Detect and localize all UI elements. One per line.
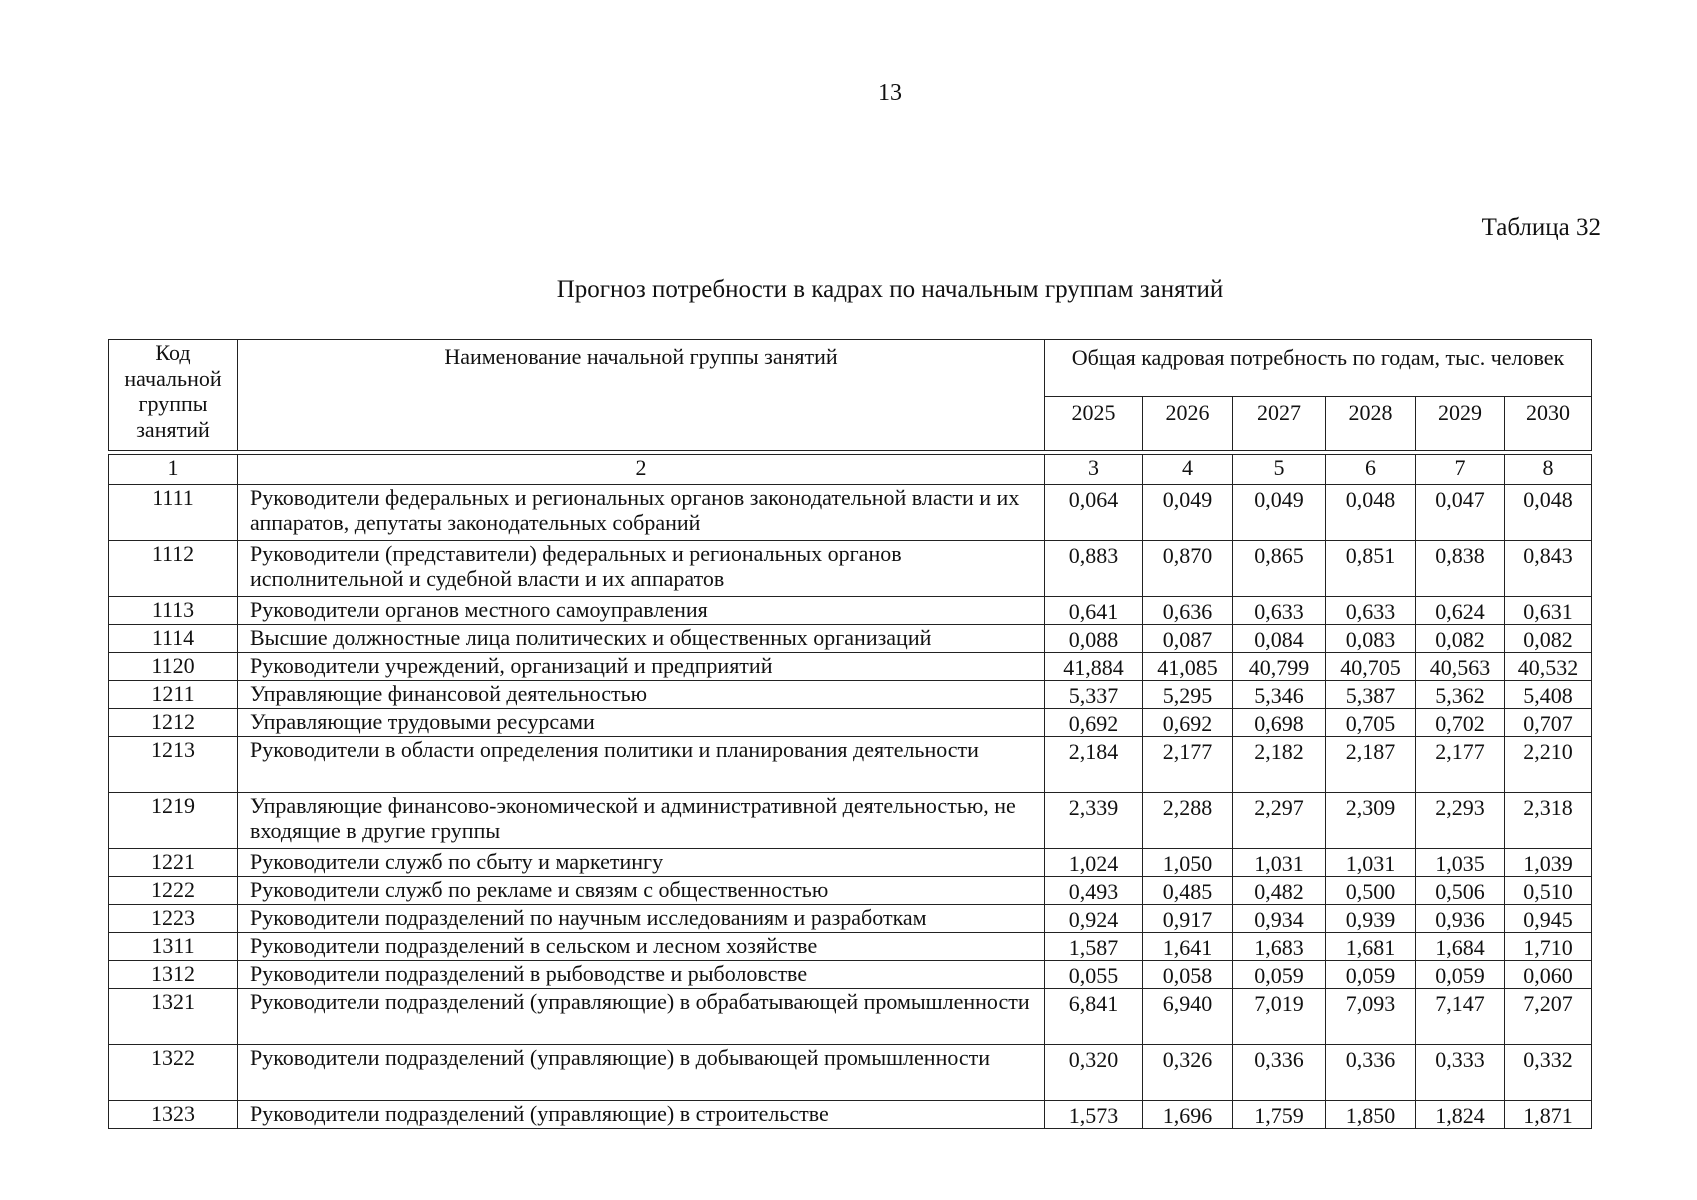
value-2027: 1,759 <box>1233 1101 1326 1129</box>
value-2028: 2,309 <box>1326 793 1416 849</box>
table-row <box>109 905 1592 933</box>
table-row <box>109 485 1592 541</box>
column-number: 1 <box>109 455 238 485</box>
column-number: 6 <box>1326 455 1416 485</box>
header-code-cell: Код начальной группы занятий <box>109 340 238 451</box>
value-2030: 40,532 <box>1505 653 1592 681</box>
group-name: Руководители подразделений (управляющие) в обрабатывающей промышленности <box>238 989 1045 1045</box>
value-2027: 0,059 <box>1233 961 1326 989</box>
value-2026: 1,696 <box>1143 1101 1233 1129</box>
header-year-2030: 2030 <box>1505 397 1592 451</box>
table-title: Прогноз потребности в кадрах по начальным группам занятий <box>556 276 1224 303</box>
value-2030: 0,843 <box>1505 541 1592 597</box>
value-2026: 0,049 <box>1143 485 1233 541</box>
value-2030: 1,871 <box>1505 1101 1592 1129</box>
table-row <box>109 625 1592 653</box>
table-row <box>109 877 1592 905</box>
group-name: Руководители подразделений (управляющие) в строительстве <box>238 1101 1045 1129</box>
group-code: 1322 <box>109 1045 238 1101</box>
value-2030: 2,318 <box>1505 793 1592 849</box>
group-name: Руководители служб по сбыту и маркетингу <box>238 849 1045 877</box>
value-2025: 1,587 <box>1045 933 1143 961</box>
value-2029: 0,047 <box>1416 485 1505 541</box>
value-2030: 2,210 <box>1505 737 1592 793</box>
value-2026: 41,085 <box>1143 653 1233 681</box>
value-2027: 0,934 <box>1233 905 1326 933</box>
group-code: 1219 <box>109 793 238 849</box>
value-2029: 1,035 <box>1416 849 1505 877</box>
table-body <box>109 455 1592 1129</box>
header-year-2026: 2026 <box>1143 397 1233 451</box>
value-2026: 0,485 <box>1143 877 1233 905</box>
value-2025: 2,339 <box>1045 793 1143 849</box>
value-2028: 0,851 <box>1326 541 1416 597</box>
value-2029: 0,702 <box>1416 709 1505 737</box>
value-2026: 2,288 <box>1143 793 1233 849</box>
value-2028: 0,336 <box>1326 1045 1416 1101</box>
value-2025: 0,055 <box>1045 961 1143 989</box>
header-year-2027: 2027 <box>1233 397 1326 451</box>
value-2026: 0,917 <box>1143 905 1233 933</box>
value-2027: 1,683 <box>1233 933 1326 961</box>
header-name-cell: Наименование начальной группы занятий <box>238 340 1045 451</box>
group-name: Руководители (представители) федеральных и региональных органов исполнительной и судебной власти и их аппаратов <box>238 541 1045 597</box>
header-year-2029: 2029 <box>1416 397 1505 451</box>
value-2029: 1,824 <box>1416 1101 1505 1129</box>
group-code: 1312 <box>109 961 238 989</box>
group-name: Руководители подразделений (управляющие) в добывающей промышленности <box>238 1045 1045 1101</box>
value-2029: 7,147 <box>1416 989 1505 1045</box>
group-name: Управляющие трудовыми ресурсами <box>238 709 1045 737</box>
value-2030: 0,945 <box>1505 905 1592 933</box>
value-2029: 1,684 <box>1416 933 1505 961</box>
header-year-2028: 2028 <box>1326 397 1416 451</box>
group-name: Руководители подразделений по научным исследованиям и разработкам <box>238 905 1045 933</box>
group-code: 1223 <box>109 905 238 933</box>
column-number: 2 <box>238 455 1045 485</box>
value-2027: 0,633 <box>1233 597 1326 625</box>
value-2029: 0,333 <box>1416 1045 1505 1101</box>
group-name: Высшие должностные лица политических и общественных организаций <box>238 625 1045 653</box>
value-2027: 2,182 <box>1233 737 1326 793</box>
value-2025: 1,573 <box>1045 1101 1143 1129</box>
group-code: 1213 <box>109 737 238 793</box>
group-code: 1111 <box>109 485 238 541</box>
column-number: 8 <box>1505 455 1592 485</box>
table-row <box>109 849 1592 877</box>
value-2028: 1,850 <box>1326 1101 1416 1129</box>
data-table <box>108 454 1592 1129</box>
value-2025: 0,088 <box>1045 625 1143 653</box>
value-2029: 0,059 <box>1416 961 1505 989</box>
column-number: 5 <box>1233 455 1326 485</box>
value-2030: 0,048 <box>1505 485 1592 541</box>
value-2029: 2,177 <box>1416 737 1505 793</box>
table-row <box>109 1101 1592 1129</box>
group-code: 1114 <box>109 625 238 653</box>
group-code: 1321 <box>109 989 238 1045</box>
group-name: Руководители федеральных и региональных органов законодательной власти и их аппаратов, депутаты законодательных собраний <box>238 485 1045 541</box>
table-row <box>109 681 1592 709</box>
group-name: Руководители учреждений, организаций и предприятий <box>238 653 1045 681</box>
group-code: 1222 <box>109 877 238 905</box>
value-2027: 5,346 <box>1233 681 1326 709</box>
value-2029: 0,082 <box>1416 625 1505 653</box>
group-code: 1311 <box>109 933 238 961</box>
value-2025: 2,184 <box>1045 737 1143 793</box>
value-2028: 0,059 <box>1326 961 1416 989</box>
value-2026: 2,177 <box>1143 737 1233 793</box>
value-2027: 0,698 <box>1233 709 1326 737</box>
value-2027: 7,019 <box>1233 989 1326 1045</box>
value-2030: 0,631 <box>1505 597 1592 625</box>
value-2026: 1,050 <box>1143 849 1233 877</box>
value-2026: 0,326 <box>1143 1045 1233 1101</box>
value-2025: 1,024 <box>1045 849 1143 877</box>
value-2025: 0,883 <box>1045 541 1143 597</box>
value-2028: 40,705 <box>1326 653 1416 681</box>
group-name: Руководители органов местного самоуправления <box>238 597 1045 625</box>
value-2026: 6,940 <box>1143 989 1233 1045</box>
group-name: Руководители подразделений в рыбоводстве и рыболовстве <box>238 961 1045 989</box>
group-name: Руководители подразделений в сельском и лесном хозяйстве <box>238 933 1045 961</box>
value-2028: 7,093 <box>1326 989 1416 1045</box>
value-2025: 41,884 <box>1045 653 1143 681</box>
value-2028: 0,083 <box>1326 625 1416 653</box>
group-code: 1120 <box>109 653 238 681</box>
column-number-row <box>109 455 1592 485</box>
value-2025: 0,641 <box>1045 597 1143 625</box>
value-2029: 0,936 <box>1416 905 1505 933</box>
value-2028: 0,500 <box>1326 877 1416 905</box>
value-2028: 0,048 <box>1326 485 1416 541</box>
group-code: 1221 <box>109 849 238 877</box>
group-code: 1212 <box>109 709 238 737</box>
value-2029: 40,563 <box>1416 653 1505 681</box>
value-2028: 0,705 <box>1326 709 1416 737</box>
value-2029: 2,293 <box>1416 793 1505 849</box>
value-2030: 7,207 <box>1505 989 1592 1045</box>
value-2029: 0,838 <box>1416 541 1505 597</box>
table-row <box>109 1045 1592 1101</box>
value-2028: 1,031 <box>1326 849 1416 877</box>
value-2027: 0,336 <box>1233 1045 1326 1101</box>
table-number: Таблица 32 <box>1481 214 1601 241</box>
value-2030: 5,408 <box>1505 681 1592 709</box>
value-2025: 6,841 <box>1045 989 1143 1045</box>
value-2030: 0,510 <box>1505 877 1592 905</box>
value-2030: 0,082 <box>1505 625 1592 653</box>
value-2027: 1,031 <box>1233 849 1326 877</box>
group-code: 1113 <box>109 597 238 625</box>
value-2030: 0,707 <box>1505 709 1592 737</box>
group-code: 1112 <box>109 541 238 597</box>
table-row <box>109 989 1592 1045</box>
table-row <box>109 541 1592 597</box>
table-row <box>109 653 1592 681</box>
value-2025: 0,320 <box>1045 1045 1143 1101</box>
value-2027: 0,482 <box>1233 877 1326 905</box>
value-2025: 0,692 <box>1045 709 1143 737</box>
value-2028: 2,187 <box>1326 737 1416 793</box>
value-2027: 2,297 <box>1233 793 1326 849</box>
table-row <box>109 793 1592 849</box>
value-2030: 0,060 <box>1505 961 1592 989</box>
column-number: 7 <box>1416 455 1505 485</box>
value-2026: 0,692 <box>1143 709 1233 737</box>
group-name: Руководители в области определения политики и планирования деятельности <box>238 737 1045 793</box>
value-2027: 0,084 <box>1233 625 1326 653</box>
group-name: Руководители служб по рекламе и связям с общественностью <box>238 877 1045 905</box>
group-code: 1323 <box>109 1101 238 1129</box>
page-number: 13 <box>878 80 902 106</box>
value-2025: 5,337 <box>1045 681 1143 709</box>
table-row <box>109 961 1592 989</box>
value-2026: 5,295 <box>1143 681 1233 709</box>
value-2030: 1,710 <box>1505 933 1592 961</box>
value-2029: 5,362 <box>1416 681 1505 709</box>
value-2026: 0,870 <box>1143 541 1233 597</box>
table-row <box>109 933 1592 961</box>
value-2028: 0,633 <box>1326 597 1416 625</box>
value-2028: 0,939 <box>1326 905 1416 933</box>
value-2025: 0,924 <box>1045 905 1143 933</box>
table-row <box>109 709 1592 737</box>
header-year-2025: 2025 <box>1045 397 1143 451</box>
value-2026: 0,058 <box>1143 961 1233 989</box>
value-2028: 5,387 <box>1326 681 1416 709</box>
table-header <box>108 339 1592 451</box>
table-row <box>109 597 1592 625</box>
value-2029: 0,624 <box>1416 597 1505 625</box>
group-code: 1211 <box>109 681 238 709</box>
value-2027: 0,049 <box>1233 485 1326 541</box>
value-2030: 1,039 <box>1505 849 1592 877</box>
value-2027: 0,865 <box>1233 541 1326 597</box>
header-group-cell: Общая кадровая потребность по годам, тыс. человек <box>1045 340 1592 397</box>
value-2028: 1,681 <box>1326 933 1416 961</box>
value-2026: 0,087 <box>1143 625 1233 653</box>
group-name: Управляющие финансово-экономической и административной деятельностью, не входящие в другие группы <box>238 793 1045 849</box>
value-2027: 40,799 <box>1233 653 1326 681</box>
column-number: 4 <box>1143 455 1233 485</box>
value-2026: 0,636 <box>1143 597 1233 625</box>
value-2025: 0,064 <box>1045 485 1143 541</box>
table-row <box>109 737 1592 793</box>
value-2026: 1,641 <box>1143 933 1233 961</box>
group-name: Управляющие финансовой деятельностью <box>238 681 1045 709</box>
value-2030: 0,332 <box>1505 1045 1592 1101</box>
value-2029: 0,506 <box>1416 877 1505 905</box>
value-2025: 0,493 <box>1045 877 1143 905</box>
column-number: 3 <box>1045 455 1143 485</box>
